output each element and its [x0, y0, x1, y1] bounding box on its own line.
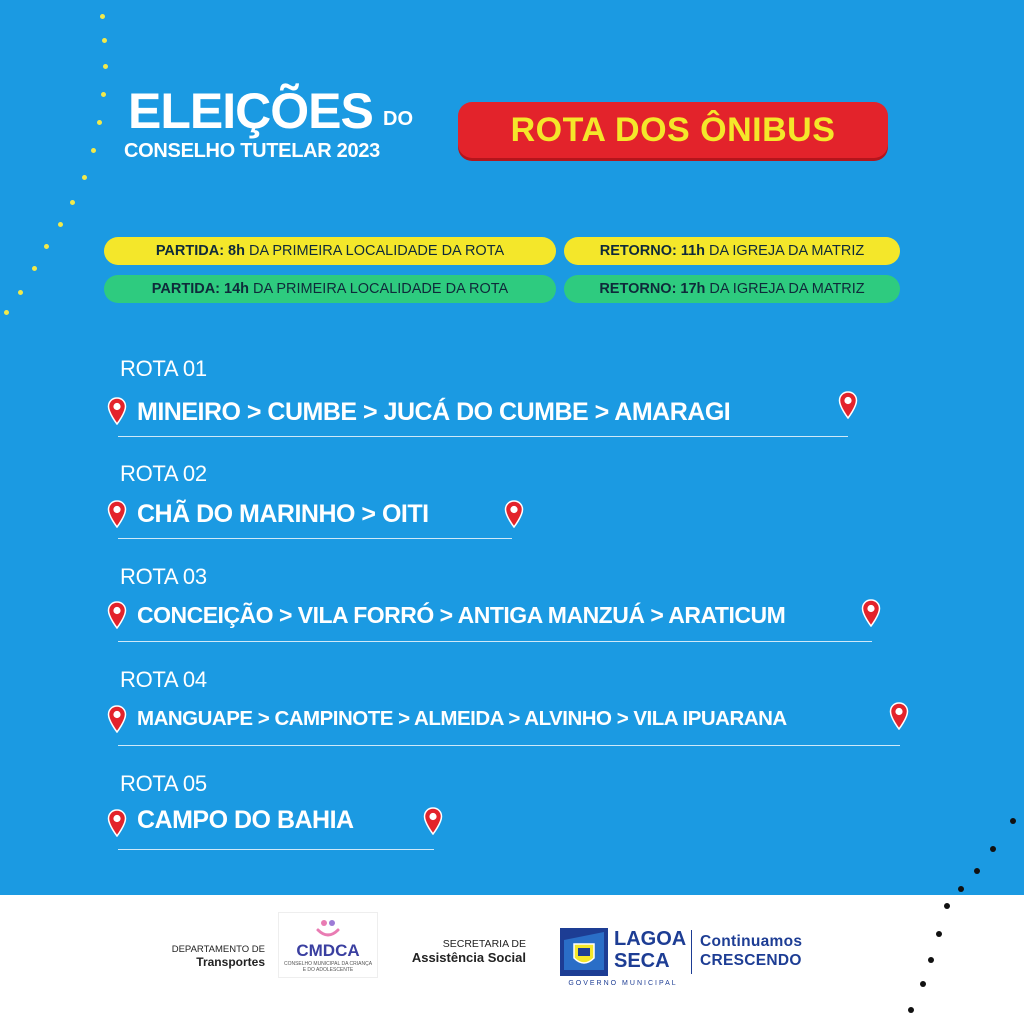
route-label: ROTA 05 — [120, 771, 207, 796]
route-path: CONCEIÇÃO > VILA FORRÓ > ANTIGA MANZUÁ > ARATICUM — [137, 602, 786, 628]
map-pin-icon — [107, 500, 127, 528]
schedule-pill-return-morning — [564, 237, 900, 265]
pill-strong: PARTIDA: 8h — [155, 243, 245, 259]
route-path: MANGUAPE > CAMPINOTE > ALMEIDA > ALVINHO > VILA IPUARANA — [137, 707, 787, 730]
decor-dot — [82, 175, 87, 180]
decor-dot — [32, 266, 37, 271]
slogan-line2: CRESCENDO — [700, 952, 802, 969]
decor-dot — [944, 903, 950, 909]
map-pin-icon — [107, 397, 127, 425]
route-label: ROTA 01 — [120, 356, 207, 381]
route-label: ROTA 04 — [120, 667, 207, 692]
map-pin-icon — [107, 809, 127, 837]
decor-dot — [18, 290, 23, 295]
cmdca-title: CMDCA — [296, 941, 360, 960]
map-pin-icon — [423, 807, 443, 835]
pill-text: DA PRIMEIRA LOCALIDADE DA ROTA — [248, 243, 505, 259]
cmdca-subtitle: CONSELHO MUNICIPAL DA CRIANÇA E DO ADOLESCENTE — [283, 961, 373, 973]
map-pin-icon — [838, 391, 858, 419]
pill-strong: PARTIDA: 14h — [151, 281, 250, 297]
decor-dot — [101, 92, 106, 97]
governo-municipal-text: GOVERNO MUNICIPAL — [568, 980, 678, 987]
route-divider — [118, 849, 434, 850]
pill-strong: RETORNO: 17h — [599, 281, 706, 297]
pill-text: DA IGREJA DA MATRIZ — [709, 281, 865, 297]
seca-text: SECA — [614, 950, 670, 972]
decor-dot — [91, 148, 96, 153]
route-label: ROTA 02 — [120, 461, 207, 486]
map-pin-icon — [889, 702, 909, 730]
decor-dot — [70, 200, 75, 205]
departamento-transportes-logo — [165, 944, 265, 970]
decor-dot — [958, 886, 964, 892]
lagoa-text: LAGOA — [614, 928, 687, 950]
footer-divider — [691, 930, 692, 974]
badge-label: ROTA DOS ÔNIBUS — [510, 110, 836, 149]
route-path: CAMPO DO BAHIA — [137, 806, 354, 834]
map-pin-icon — [504, 500, 524, 528]
pill-text: DA IGREJA DA MATRIZ — [709, 243, 865, 259]
title-do: DO — [383, 108, 413, 130]
slogan-line1: Continuamos — [700, 933, 803, 950]
route-label: ROTA 03 — [120, 564, 207, 589]
decor-dot — [103, 64, 108, 69]
schedule-pill-departure-morning — [104, 237, 556, 265]
decor-dot — [44, 244, 49, 249]
title-eleicoes: ELEIÇÕES — [128, 83, 373, 139]
title-conselho: CONSELHO TUTELAR 2023 — [124, 140, 380, 162]
decor-dot — [920, 981, 926, 987]
decor-dot — [58, 222, 63, 227]
sec-line1: SECRETARIA DE — [442, 938, 526, 950]
schedule-pill-departure-afternoon — [104, 275, 556, 303]
decor-dot — [102, 38, 107, 43]
decor-dot — [4, 310, 9, 315]
route-path: MINEIRO > CUMBE > JUCÁ DO CUMBE > AMARAGI — [137, 398, 731, 426]
decor-dot — [100, 14, 105, 19]
secretaria-assistencia-logo — [386, 938, 526, 966]
map-pin-icon — [107, 705, 127, 733]
schedule-pill-return-afternoon — [564, 275, 900, 303]
cmdca-logo — [278, 912, 378, 978]
dept-line1: DEPARTAMENTO DE — [171, 944, 265, 955]
cmdca-symbol-icon — [313, 917, 343, 941]
pill-strong: RETORNO: 11h — [599, 243, 706, 259]
route-divider — [118, 641, 872, 642]
dept-line2: Transportes — [196, 955, 265, 969]
lagoa-seca-emblem-icon — [558, 926, 610, 978]
lagoa-seca-logo — [558, 926, 688, 988]
rota-dos-onibus-badge — [458, 102, 888, 158]
route-divider — [118, 538, 512, 539]
decor-dot — [936, 931, 942, 937]
map-pin-icon — [861, 599, 881, 627]
decor-dot — [974, 868, 980, 874]
map-pin-icon — [107, 601, 127, 629]
decor-dot — [908, 1007, 914, 1013]
route-divider — [118, 436, 848, 437]
decor-dot — [990, 846, 996, 852]
route-path: CHÃ DO MARINHO > OITI — [137, 500, 429, 528]
decor-dot — [928, 957, 934, 963]
decor-dot — [97, 120, 102, 125]
decor-dot — [1010, 818, 1016, 824]
sec-line2: Assistência Social — [411, 950, 526, 965]
route-divider — [118, 745, 900, 746]
pill-text: DA PRIMEIRA LOCALIDADE DA ROTA — [253, 281, 509, 297]
continuamos-crescendo-slogan — [700, 932, 802, 970]
